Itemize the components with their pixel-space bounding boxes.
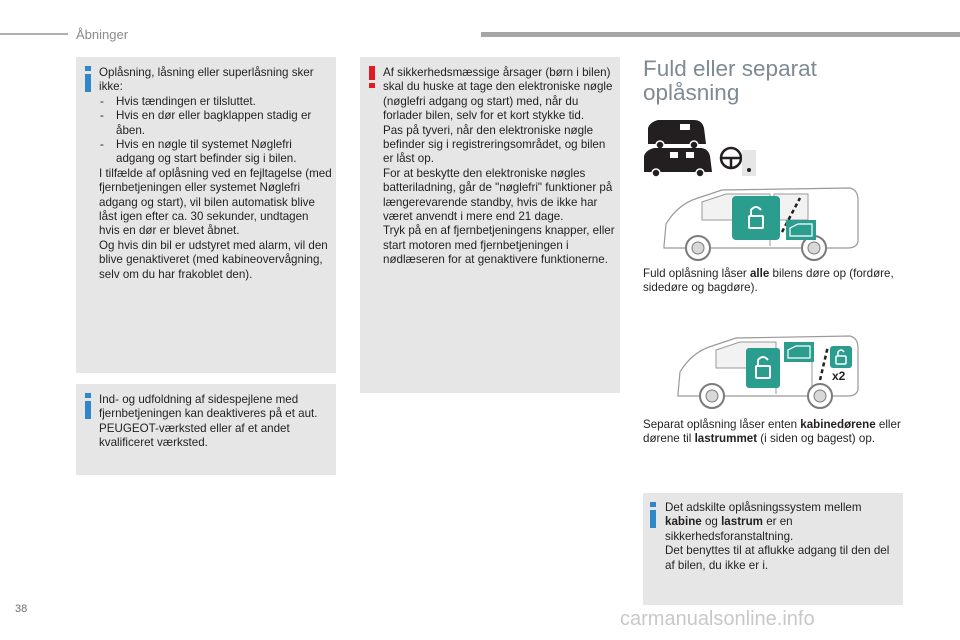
info-box-separate-system-text xyxy=(665,501,897,573)
box1-intro: Oplåsning, låsning eller superlåsning sker ikke: xyxy=(99,66,314,94)
press-twice-label: x2 xyxy=(832,369,846,383)
car-full-unlock-illustration xyxy=(658,184,864,264)
box2-text: Ind- og udfoldning af sidespejlene med fjernbetjeningen kan deaktiveres på et aut. PEUGEOT-værksted eller af et andet kvalificeret værksted. xyxy=(99,393,318,450)
section-title: Fuld eller separat oplåsning xyxy=(643,56,817,105)
info-box-mirrors-text xyxy=(99,393,331,451)
box3-para2: Pas på tyveri, når den elektroniske nøgle befinder sig i registreringsområdet, og bilen er låst op. xyxy=(383,123,606,166)
list-item: - Hvis tændingen er tilsluttet. xyxy=(99,95,332,109)
van-single-icon xyxy=(648,120,706,149)
van-door-unlock-icon xyxy=(786,220,816,240)
chapter-title: Åbninger xyxy=(76,27,129,42)
cabin-unlock-icon xyxy=(746,348,780,388)
unlock-button-icon xyxy=(732,196,780,240)
info-box-locking-text xyxy=(99,66,332,282)
box1-para1: I tilfælde af oplåsning ved en fejltagelse (med fjernbetjeningen eller systemet Nøglefri adgang og start), vil bilen automatisk blive låst igen efter ca. 30 sekunder, undtagen hvis en dør er blevet åbnet. xyxy=(99,166,332,238)
box1-list xyxy=(99,95,332,167)
header-rule-right xyxy=(481,32,960,37)
list-item: - Hvis en nøgle til systemet Nøglefri adgang og start befinder sig i bilen. xyxy=(99,138,332,167)
cargo-unlock-icon xyxy=(830,346,852,368)
van-double-icon xyxy=(644,148,712,177)
info-icon xyxy=(85,393,91,419)
page-number: 38 xyxy=(15,603,28,615)
box1-para2: Og hvis din bil er udstyret med alarm, vil den blive genaktiveret (med kabineovervågning, selv om du har frakoblet den). xyxy=(99,238,328,281)
box4-para2: Det benyttes til at aflukke adgang til den del af bilen, du ikke er i. xyxy=(665,544,890,572)
steering-wheel-icon xyxy=(721,148,741,168)
box3-para1: Af sikkerhedsmæssige årsager (børn i bilen) skal du huske at tage den elektroniske nøgle (nøglefri adgang og start) med, når du forlader bilen, selv for et kort stykke tid. xyxy=(383,66,613,123)
watermark: carmanualsonline.info xyxy=(620,608,815,630)
warning-box-keyless-text xyxy=(383,66,618,268)
info-icon xyxy=(85,66,91,92)
caption-full-unlock: Fuld oplåsning låser alle bilens døre op (fordøre, sidedøre og bagdøre). xyxy=(643,267,894,295)
key-card-icon xyxy=(742,150,756,176)
caption-separate-unlock: Separat oplåsning låser enten kabinedørene eller dørene til lastrummet (i siden og bagest) op. xyxy=(643,418,901,446)
list-item: - Hvis en dør eller bagklappen stadig er åben. xyxy=(99,109,332,138)
van-icons-illustration xyxy=(640,114,760,180)
car-separate-unlock-illustration xyxy=(672,332,862,412)
warning-icon xyxy=(369,66,375,88)
box3-para3: For at beskytte den elektroniske nøgles batteriladning, går de "nøglefri" funktioner på længerevarende standby, hvis de ikke har været anvendt i mere end 21 dage. xyxy=(383,166,613,224)
box3-para4: Tryk på en af fjernbetjeningens knapper, eller start motoren med fjernbetjeningen i nødlæseren for at genaktivere funktionerne. xyxy=(383,224,615,267)
van-door-unlock-icon xyxy=(784,342,814,362)
info-icon xyxy=(650,502,656,528)
header-rule-left xyxy=(0,33,68,35)
box4-para1: Det adskilte oplåsningssystem mellem kabine og lastrum er en sikkerhedsforanstaltning. xyxy=(665,501,862,543)
